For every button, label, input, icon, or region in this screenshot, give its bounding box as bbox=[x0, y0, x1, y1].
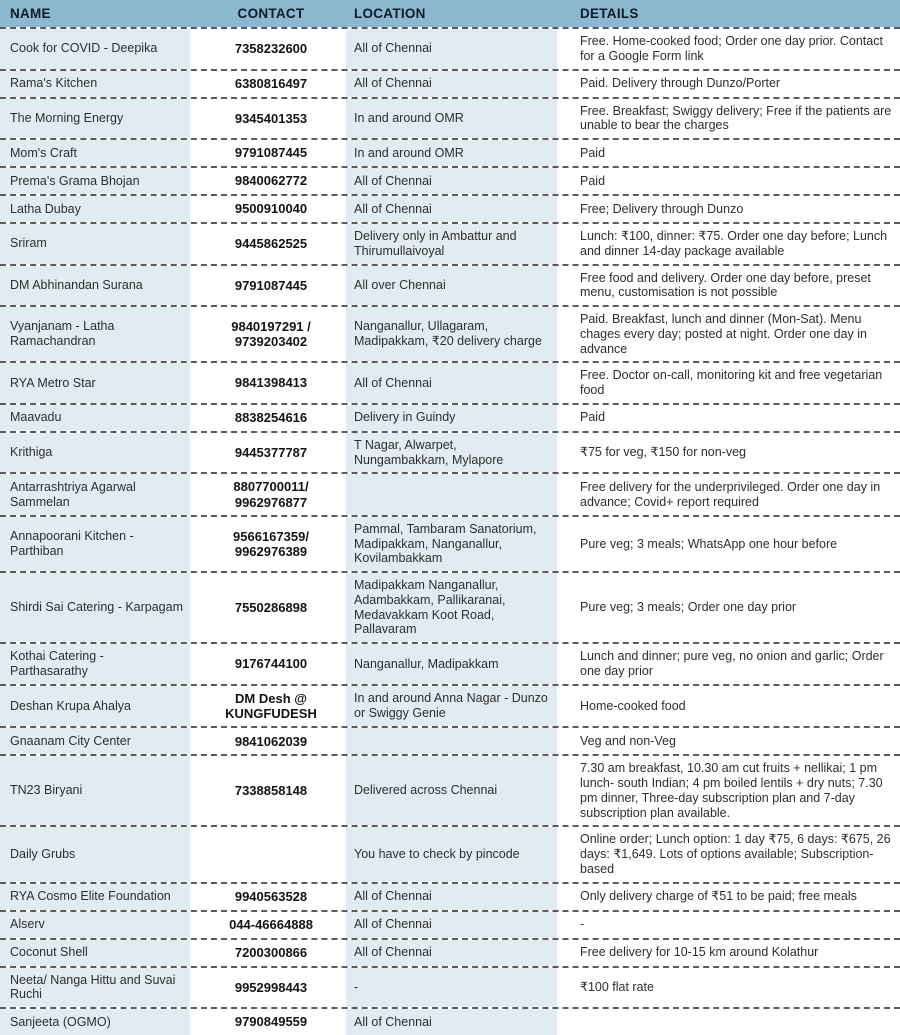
location-cell: All of Chennai bbox=[346, 912, 562, 938]
table-header-row bbox=[0, 0, 900, 27]
header-name: NAME bbox=[10, 6, 51, 21]
details-cell: Free; Delivery through Dunzo bbox=[580, 201, 744, 216]
details-cell: Free delivery for 10-15 km around Kolathur bbox=[580, 945, 819, 960]
location-cell: All over Chennai bbox=[346, 266, 562, 306]
details-cell: Free delivery for the underprivileged. Order one day in advance; Covid+ report required bbox=[580, 479, 881, 509]
name-cell: Antarrashtriya Agarwal Sammelan bbox=[0, 474, 196, 515]
contact-cell: 044-46664888 bbox=[229, 916, 313, 932]
name-cell: DM Abhinandan Surana bbox=[0, 266, 196, 306]
table-row bbox=[0, 910, 900, 938]
table-row bbox=[0, 1007, 900, 1035]
location-cell: Delivery only in Ambattur and Thirumullaivoyal bbox=[346, 224, 562, 264]
table-row bbox=[0, 571, 900, 642]
name-cell: Gnaanam City Center bbox=[0, 728, 196, 754]
table-row bbox=[0, 642, 900, 684]
table-row bbox=[0, 684, 900, 727]
details-cell: Free food and delivery. Order one day before, preset menu, customisation is not possible bbox=[580, 270, 871, 300]
details-cell: Lunch and dinner; pure veg, no onion and garlic; Order one day prior bbox=[580, 649, 884, 678]
contact-cell: 7200300866 bbox=[234, 944, 308, 960]
table-row bbox=[0, 305, 900, 361]
name-cell: Daily Grubs bbox=[0, 827, 196, 881]
contact-cell: 6380816497 bbox=[234, 75, 308, 91]
table-row bbox=[0, 138, 900, 166]
details-cell: ₹75 for veg, ₹150 for non-veg bbox=[580, 445, 747, 460]
table-row bbox=[0, 938, 900, 966]
table-row bbox=[0, 472, 900, 515]
location-cell: T Nagar, Alwarpet, Nungambakkam, Mylapore bbox=[346, 433, 562, 473]
details-cell: ₹100 flat rate bbox=[580, 979, 654, 994]
details-cell: Online order; Lunch option: 1 day ₹75, 6 days: ₹675, 26 days: ₹1,649. Lots of options available; Subscription-based bbox=[580, 832, 891, 876]
name-cell: Annapoorani Kitchen - Parthiban bbox=[0, 517, 196, 571]
header-contact: CONTACT bbox=[237, 6, 305, 21]
contact-cell: 9500910040 bbox=[234, 201, 308, 217]
name-cell: Cook for COVID - Deepika bbox=[0, 29, 196, 69]
contact-cell: DM Desh @ KUNGFUDESH bbox=[225, 690, 317, 721]
details-cell: Only delivery charge of ₹51 to be paid; free meals bbox=[580, 889, 857, 904]
table-row bbox=[0, 403, 900, 431]
name-cell: Shirdi Sai Catering - Karpagam bbox=[0, 573, 196, 642]
contact-cell: 9566167359/ 9962976389 bbox=[233, 528, 309, 560]
details-cell: Free. Home-cooked food; Order one day prior. Contact for a Google Form link bbox=[580, 34, 883, 63]
table-row bbox=[0, 726, 900, 754]
contact-cell: 9841062039 bbox=[234, 733, 308, 749]
details-cell: Paid bbox=[580, 410, 606, 425]
contact-cell: 9790849559 bbox=[234, 1014, 308, 1030]
location-cell bbox=[346, 728, 562, 754]
contact-cell: 9791087445 bbox=[234, 277, 308, 293]
contact-cell: 9445862525 bbox=[234, 236, 308, 252]
name-cell: Vyanjanam - Latha Ramachandran bbox=[0, 307, 196, 361]
details-cell: Free. Doctor on-call, monitoring kit and free vegetarian food bbox=[580, 368, 883, 397]
details-cell: Pure veg; 3 meals; WhatsApp one hour before bbox=[580, 536, 838, 551]
table-row bbox=[0, 194, 900, 222]
location-cell: All of Chennai bbox=[346, 884, 562, 910]
location-cell: In and around Anna Nagar - Dunzo or Swiggy Genie bbox=[346, 686, 562, 727]
name-cell: TN23 Biryani bbox=[0, 756, 196, 825]
table-row bbox=[0, 222, 900, 264]
name-cell: Latha Dubay bbox=[0, 196, 196, 222]
location-cell: All of Chennai bbox=[346, 71, 562, 97]
location-cell: Delivery in Guindy bbox=[346, 405, 562, 431]
contact-cell: 7550286898 bbox=[234, 599, 308, 615]
table-row bbox=[0, 825, 900, 881]
header-location: LOCATION bbox=[354, 6, 426, 21]
table-row bbox=[0, 431, 900, 473]
location-cell: All of Chennai bbox=[346, 29, 562, 69]
contact-cell: 9952998443 bbox=[234, 979, 308, 995]
location-cell: In and around OMR bbox=[346, 99, 562, 139]
location-cell: All of Chennai bbox=[346, 1009, 562, 1035]
details-cell: Paid bbox=[580, 145, 606, 160]
details-cell: Free. Breakfast; Swiggy delivery; Free if the patients are unable to bear the charges bbox=[580, 103, 892, 133]
details-cell: Paid. Breakfast, lunch and dinner (Mon-Sat). Menu chages every day; posted at night. Order one day in advance bbox=[580, 312, 867, 356]
location-cell: All of Chennai bbox=[346, 196, 562, 222]
details-cell: Paid. Delivery through Dunzo/Porter bbox=[580, 76, 781, 91]
contact-cell: 9345401353 bbox=[234, 110, 308, 126]
location-cell: Pammal, Tambaram Sanatorium, Madipakkam, Nanganallur, Kovilambakkam bbox=[346, 517, 562, 571]
header-details: DETAILS bbox=[580, 6, 639, 21]
name-cell: Coconut Shell bbox=[0, 940, 196, 966]
name-cell: Krithiga bbox=[0, 433, 196, 473]
table-body bbox=[0, 27, 900, 1035]
details-cell: - bbox=[580, 917, 585, 932]
name-cell: Mom's Craft bbox=[0, 140, 196, 166]
details-cell: Lunch: ₹100, dinner: ₹75. Order one day before; Lunch and dinner 14-day package available bbox=[580, 229, 888, 258]
details-cell: Veg and non-Veg bbox=[580, 733, 676, 748]
contact-cell: 9840197291 / 9739203402 bbox=[231, 318, 311, 350]
details-cell bbox=[562, 1009, 900, 1035]
contact-cell: 7338858148 bbox=[234, 783, 308, 799]
details-cell: Home-cooked food bbox=[580, 698, 686, 713]
name-cell: Alserv bbox=[0, 912, 196, 938]
name-cell: Prema's Grama Bhojan bbox=[0, 168, 196, 194]
table-row bbox=[0, 264, 900, 306]
name-cell: Sanjeeta (OGMO) bbox=[0, 1009, 196, 1035]
table-row bbox=[0, 966, 900, 1008]
name-cell: RYA Metro Star bbox=[0, 363, 196, 403]
location-cell: Nanganallur, Madipakkam bbox=[346, 644, 562, 684]
contact-cell: 9445377787 bbox=[234, 444, 308, 460]
contact-cell: 7358232600 bbox=[234, 41, 308, 57]
table-row bbox=[0, 882, 900, 910]
name-cell: Deshan Krupa Ahalya bbox=[0, 686, 196, 727]
location-cell: You have to check by pincode bbox=[346, 827, 562, 881]
contact-cell: 8838254616 bbox=[234, 410, 308, 426]
location-cell: In and around OMR bbox=[346, 140, 562, 166]
location-cell: Nanganallur, Ullagaram, Madipakkam, ₹20 delivery charge bbox=[346, 307, 562, 361]
contact-cell: 9176744100 bbox=[234, 656, 308, 672]
table-row bbox=[0, 754, 900, 825]
table-row bbox=[0, 69, 900, 97]
table-row bbox=[0, 361, 900, 403]
contact-cell: 9940563528 bbox=[234, 888, 308, 904]
location-cell: All of Chennai bbox=[346, 940, 562, 966]
name-cell: RYA Cosmo Elite Foundation bbox=[0, 884, 196, 910]
name-cell: Neeta/ Nanga Hittu and Suvai Ruchi bbox=[0, 968, 196, 1008]
contact-cell bbox=[196, 827, 346, 881]
table-row bbox=[0, 27, 900, 69]
name-cell: Sriram bbox=[0, 224, 196, 264]
location-cell: - bbox=[346, 968, 562, 1008]
location-cell: All of Chennai bbox=[346, 363, 562, 403]
details-cell: 7.30 am breakfast, 10.30 am cut fruits + nellikai; 1 pm lunch- south Indian; 4 pm boiled lentils + dry nuts; 7.30 pm dinner, Three-day subscription plan and 7-day subscription plan available. bbox=[580, 761, 883, 820]
contact-cell: 9841398413 bbox=[234, 375, 308, 391]
name-cell: Maavadu bbox=[0, 405, 196, 431]
location-cell: Madipakkam Nanganallur, Adambakkam, Pallikaranai, Medavakkam Koot Road, Pallavaram bbox=[346, 573, 562, 642]
table-row bbox=[0, 515, 900, 571]
contact-cell: 9791087445 bbox=[234, 145, 308, 161]
contact-cell: 8807700011/ 9962976877 bbox=[233, 479, 309, 510]
location-cell bbox=[346, 474, 562, 515]
details-cell: Paid bbox=[580, 173, 606, 188]
location-cell: Delivered across Chennai bbox=[346, 756, 562, 825]
location-cell: All of Chennai bbox=[346, 168, 562, 194]
table-row bbox=[0, 97, 900, 139]
name-cell: Kothai Catering - Parthasarathy bbox=[0, 644, 196, 684]
table-row bbox=[0, 166, 900, 194]
details-cell: Pure veg; 3 meals; Order one day prior bbox=[580, 600, 797, 615]
name-cell: Rama's Kitchen bbox=[0, 71, 196, 97]
name-cell: The Morning Energy bbox=[0, 99, 196, 139]
contact-cell: 9840062772 bbox=[234, 173, 308, 189]
